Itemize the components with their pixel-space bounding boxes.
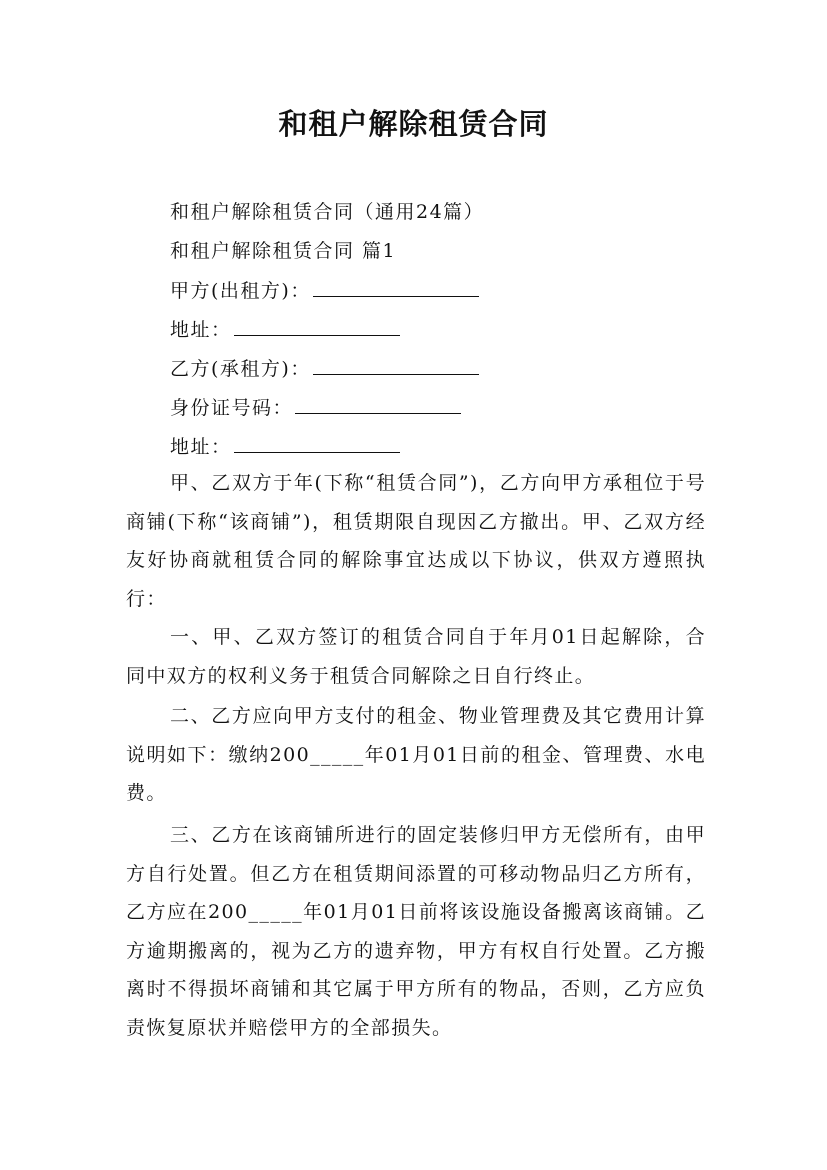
- party-a-blank: [313, 276, 479, 297]
- clause-3-paragraph: 三、乙方在该商铺所进行的固定装修归甲方无偿所有，由甲方自行处置。但乙方在租赁期间添置的可移动物品归乙方所有，乙方应在200_____年01月01日前将该设施设备搬离该商铺。乙方逾期搬离的，视为乙方的遗弃物，甲方有权自行处置。乙方搬离时不得损坏商铺和其它属于甲方所有的物品，否则，乙方应负责恢复原状并赔偿甲方的全部损失。: [126, 824, 706, 1039]
- document-subtitle: 和租户解除租赁合同（通用24篇）: [170, 201, 485, 223]
- address-b-label: 地址：: [170, 436, 232, 458]
- party-b-field: [170, 354, 479, 383]
- document-title: 和租户解除租赁合同: [278, 107, 549, 141]
- address-b-blank: [234, 432, 400, 453]
- party-b-label: 乙方(承租方)：: [170, 358, 311, 380]
- address-a-blank: [234, 315, 400, 336]
- intro-paragraph: 甲、乙双方于年(下称“租赁合同”)，乙方向甲方承租位于号商铺(下称“该商铺”)，租赁期限自现因乙方撤出。甲、乙双方经友好协商就租赁合同的解除事宜达成以下协议，供双方遵照执行：: [126, 472, 706, 610]
- clause-1-paragraph: 一、甲、乙双方签订的租赁合同自于年月01日起解除，合同中双方的权利义务于租赁合同解除之日自行终止。: [126, 626, 706, 687]
- party-a-field: [170, 276, 479, 305]
- address-a-label: 地址：: [170, 319, 232, 341]
- id-number-field: [170, 393, 461, 422]
- clause-2-paragraph: 二、乙方应向甲方支付的租金、物业管理费及其它费用计算说明如下：缴纳200_____年01月01日前的租金、管理费、水电费。: [126, 705, 706, 804]
- address-a-field: [170, 315, 400, 344]
- id-number-blank: [295, 393, 461, 414]
- id-number-label: 身份证号码：: [170, 397, 294, 419]
- party-b-blank: [313, 354, 479, 375]
- address-b-field: [170, 432, 400, 461]
- party-a-label: 甲方(出租方)：: [170, 280, 311, 302]
- section-heading: 和租户解除租赁合同 篇1: [170, 240, 397, 262]
